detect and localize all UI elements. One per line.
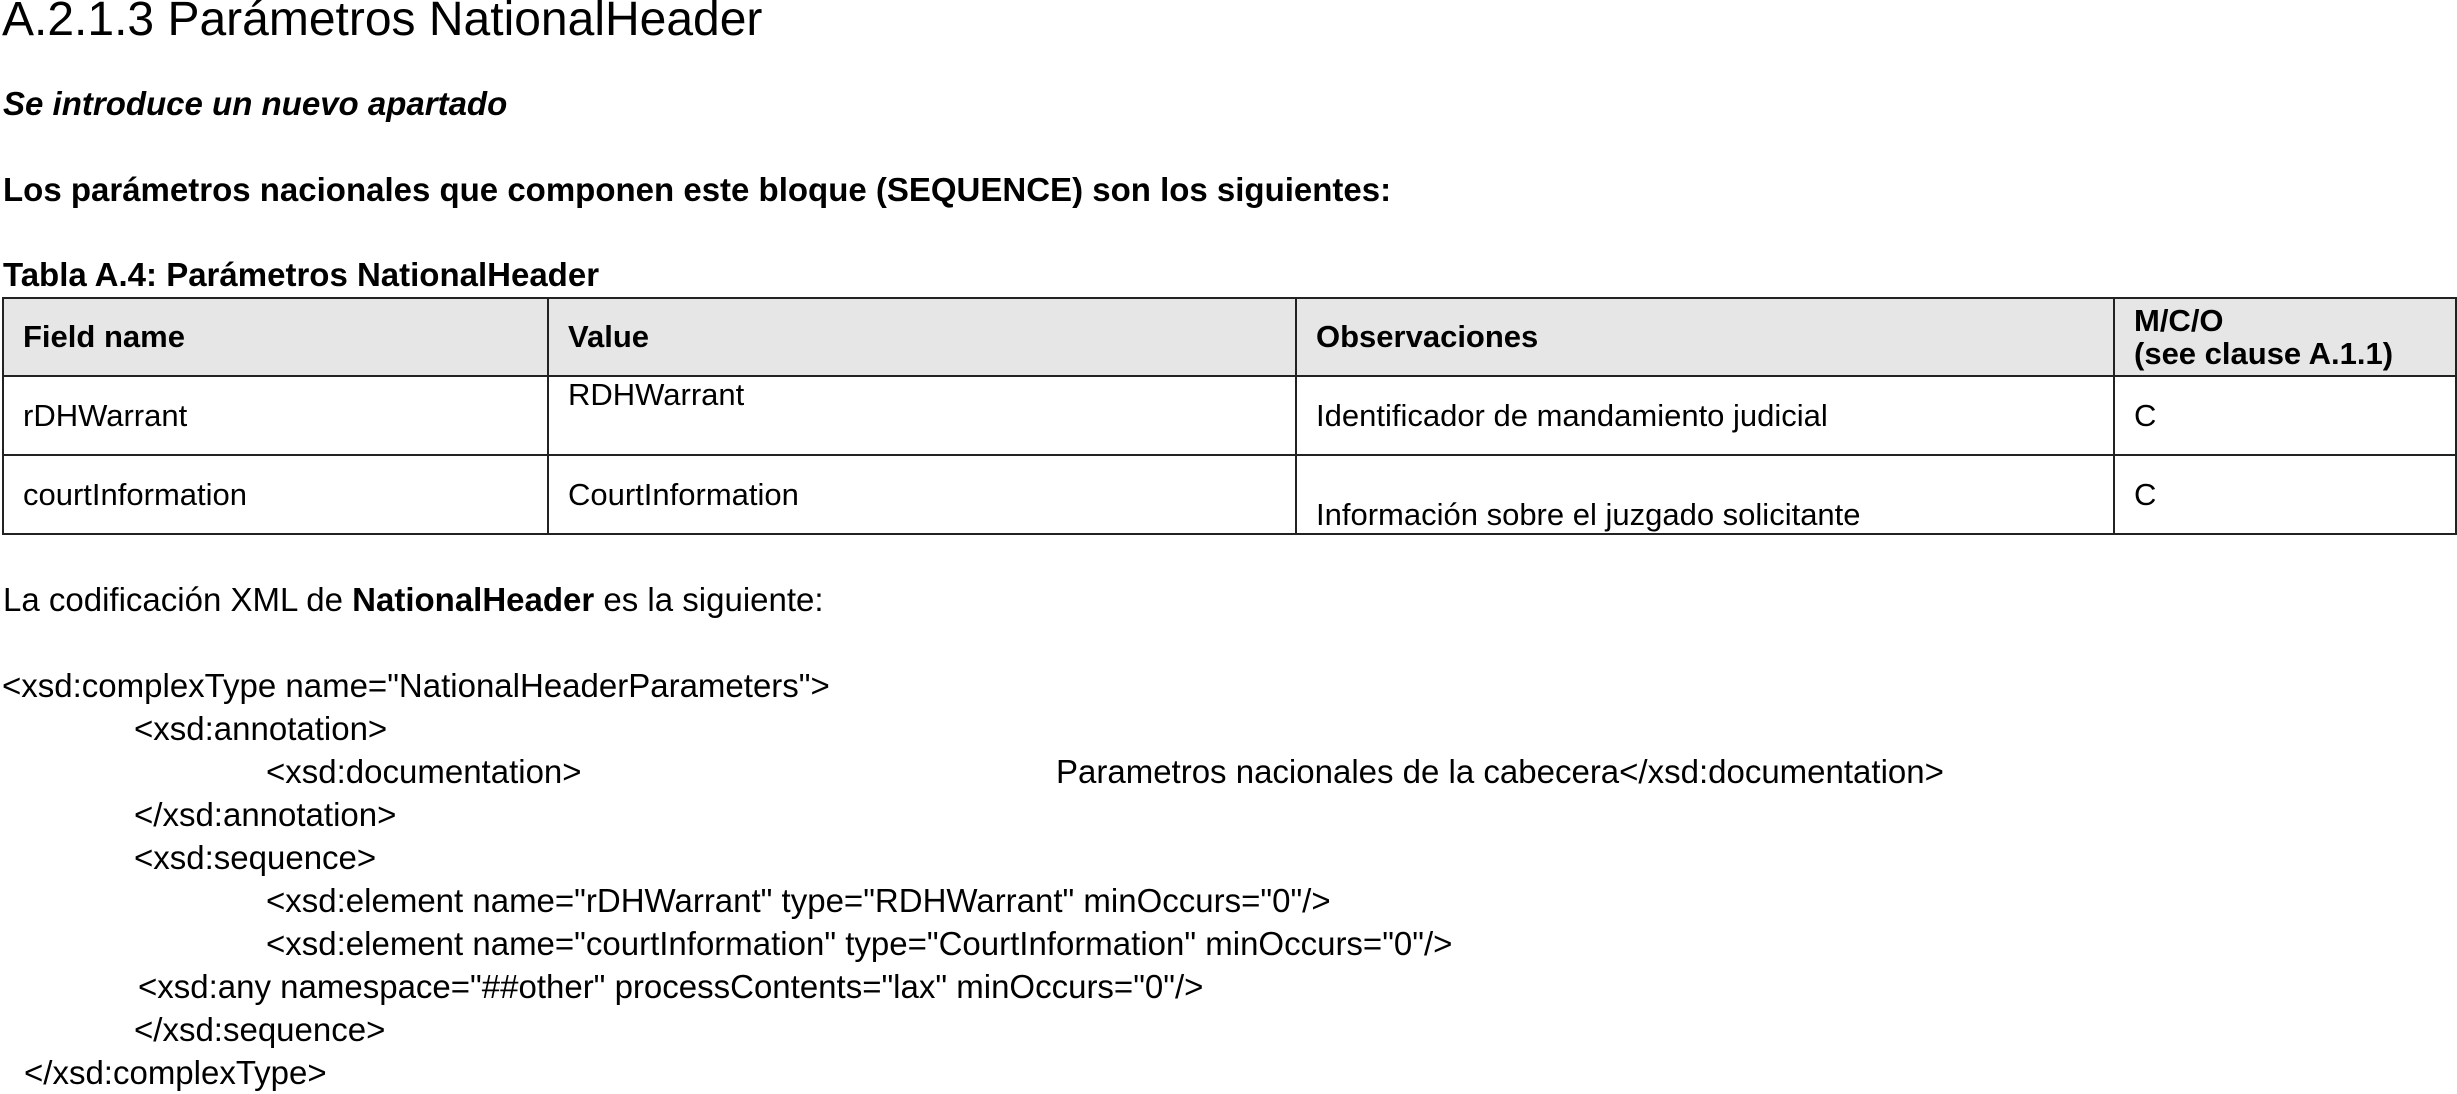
cell-observaciones: Información sobre el juzgado solicitante bbox=[1296, 455, 2114, 534]
column-header-field-name: Field name bbox=[3, 298, 548, 376]
code-line-any: <xsd:any namespace="##other" processContents="lax" minOccurs="0"/> bbox=[138, 968, 1204, 1005]
column-header-observaciones: Observaciones bbox=[1296, 298, 2114, 376]
code-line-element-courtinformation: <xsd:element name="courtInformation" type="CourtInformation" minOccurs="0"/> bbox=[266, 925, 1453, 962]
cell-field-name: courtInformation bbox=[3, 455, 548, 534]
code-line-annotation-close: </xsd:annotation> bbox=[134, 796, 397, 833]
table-header-row bbox=[3, 298, 2456, 376]
cell-mco: C bbox=[2114, 455, 2456, 534]
cell-mco: C bbox=[2114, 376, 2456, 455]
code-line-element-rdhwarrant: <xsd:element name="rDHWarrant" type="RDHWarrant" minOccurs="0"/> bbox=[266, 882, 1331, 919]
code-line-documentation-text: Parametros nacionales de la cabecera</xsd:documentation> bbox=[1056, 753, 1944, 790]
section-note: Se introduce un nuevo apartado bbox=[3, 85, 508, 122]
table-caption: Tabla A.4: Parámetros NationalHeader bbox=[3, 256, 600, 293]
code-line-annotation-open: <xsd:annotation> bbox=[134, 710, 388, 747]
xml-intro-suffix: es la siguiente: bbox=[594, 581, 824, 618]
cell-observaciones: Identificador de mandamiento judicial bbox=[1296, 376, 2114, 455]
code-line-complex-open: <xsd:complexType name="NationalHeaderParameters"> bbox=[2, 667, 830, 704]
section-intro: Los parámetros nacionales que componen este bloque (SEQUENCE) son los siguientes: bbox=[3, 171, 1392, 208]
xml-intro bbox=[3, 580, 824, 620]
column-header-value: Value bbox=[548, 298, 1296, 376]
code-line-documentation-open: <xsd:documentation> bbox=[266, 753, 582, 790]
code-line-sequence-open: <xsd:sequence> bbox=[134, 839, 377, 876]
xml-intro-bold: NationalHeader bbox=[352, 581, 595, 618]
code-line-sequence-close: </xsd:sequence> bbox=[134, 1011, 386, 1048]
cell-field-name: rDHWarrant bbox=[3, 376, 548, 455]
section-heading: A.2.1.3 Parámetros NationalHeader bbox=[2, 0, 763, 46]
code-line-complex-close: </xsd:complexType> bbox=[24, 1054, 327, 1091]
table-row bbox=[3, 455, 2456, 534]
cell-value: RDHWarrant bbox=[548, 376, 1296, 455]
column-header-mco: M/C/O (see clause A.1.1) bbox=[2114, 298, 2456, 376]
cell-value: CourtInformation bbox=[548, 455, 1296, 534]
parameters-table bbox=[2, 297, 2457, 535]
xml-intro-prefix: La codificación XML de bbox=[3, 581, 353, 618]
table-row bbox=[3, 376, 2456, 455]
